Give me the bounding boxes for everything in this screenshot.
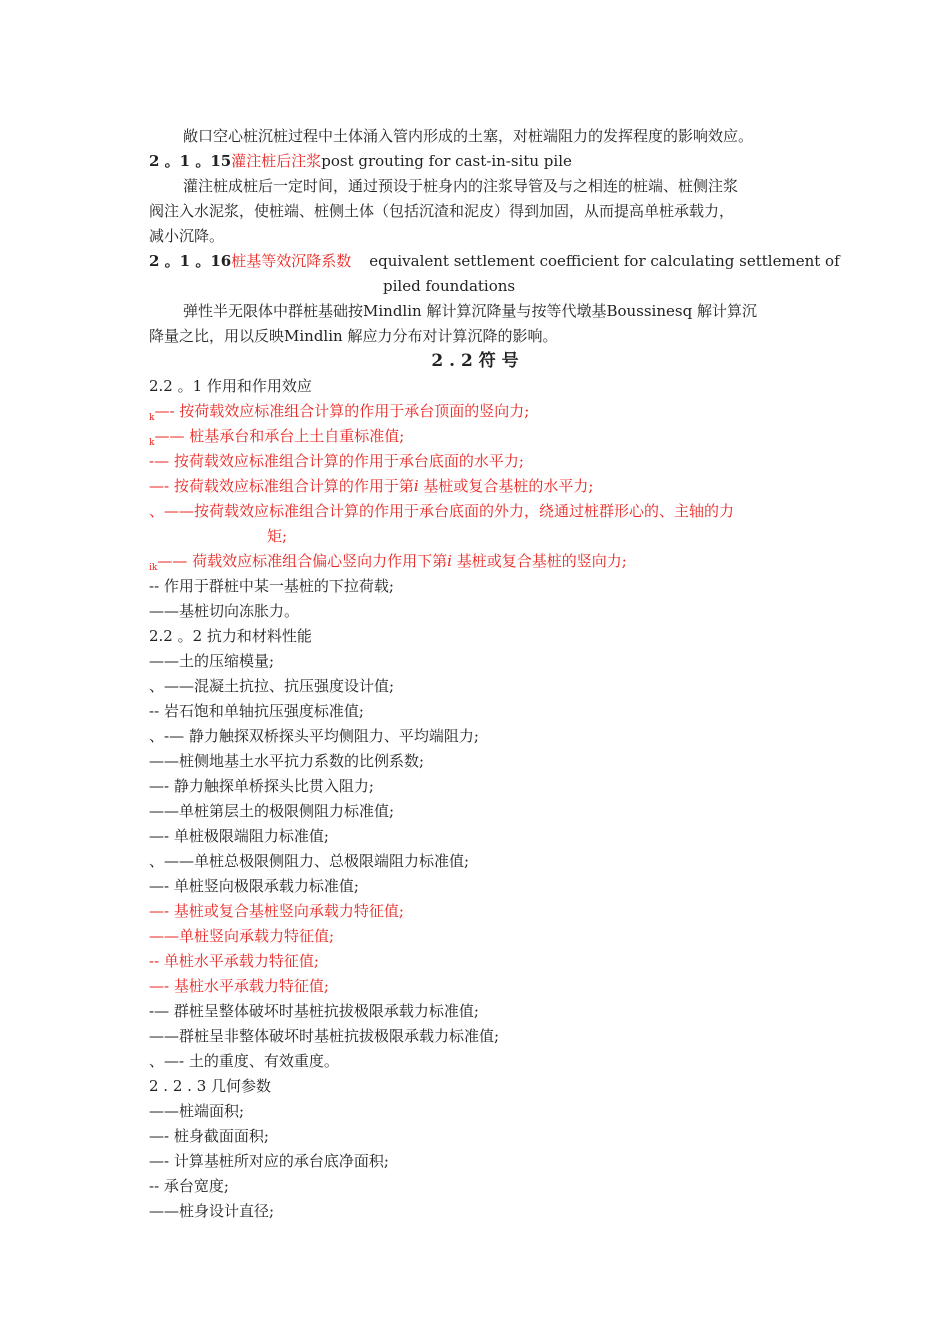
symbol-item: -- 承台宽度; — [149, 1177, 229, 1195]
symbol-item: —- 计算基桩所对应的承台底净面积; — [149, 1152, 389, 1170]
symbol-item: —- 单桩极限端阻力标准值; — [149, 827, 329, 845]
term-chinese: 灌注桩后注浆 — [231, 152, 322, 170]
symbol-item: —- 静力触探单桥探头比贯入阻力; — [149, 777, 374, 795]
paragraph-line: 灌注桩成桩后一定时间，通过预设于桩身内的注浆导管及与之相连的桩端、桩侧注浆 — [183, 177, 739, 195]
term-english-cont: piled foundations — [383, 277, 516, 295]
symbol-item: —- 基桩或复合基桩竖向承载力特征值; — [149, 902, 404, 920]
paragraph-line: 降量之比，用以反映Mindlin 解应力分布对计算沉降的影响。 — [149, 327, 558, 345]
symbol-item: —- 桩身截面面积; — [149, 1127, 269, 1145]
symbol-item-cont: 矩; — [267, 527, 288, 545]
symbol-item: —- 单桩竖向极限承载力标准值; — [149, 877, 359, 895]
symbol-item: $_k$—- 按荷载效应标准组合计算的作用于承台顶面的竖向力; — [149, 402, 530, 423]
symbol-item: -— 按荷载效应标准组合计算的作用于承台底面的水平力; — [149, 452, 524, 470]
term-chinese: 桩基等效沉降系数 — [231, 252, 352, 270]
symbol-item: -- 岩石饱和单轴抗压强度标准值; — [149, 702, 364, 720]
symbol-item: $_k$—— 桩基承台和承台上土自重标准值; — [149, 427, 405, 448]
symbol-item: ——桩身设计直径; — [149, 1202, 275, 1220]
term-english: post grouting for cast-in-situ pile — [321, 152, 572, 170]
symbol-item: 、-— 静力触探双桥探头平均侧阻力、平均端阻力; — [149, 727, 479, 745]
symbol-item: ——桩端面积; — [149, 1102, 245, 1120]
clause-number: 2 。1 。15 — [149, 152, 232, 170]
symbol-item: -- 作用于群桩中某一基桩的下拉荷载; — [149, 577, 394, 595]
section-title: 2 . 2 符 号 — [431, 351, 519, 371]
symbol-item: 、—- 土的重度、有效重度。 — [149, 1052, 339, 1070]
symbol-item: ——单桩竖向承载力特征值; — [149, 927, 335, 945]
symbol-item: —- 按荷载效应标准组合计算的作用于第i 基桩或复合基桩的水平力; — [149, 477, 594, 495]
symbol-item: ——基桩切向冻胀力。 — [149, 602, 300, 620]
symbol-item: 、——按荷载效应标准组合计算的作用于承台底面的外力，绕通过桩群形心的、主轴的力 — [149, 502, 735, 520]
clause-number: 2 。1 。16 — [149, 252, 232, 270]
subsection-heading: 2.2 。1 作用和作用效应 — [149, 377, 312, 395]
paragraph-line: 弹性半无限体中群桩基础按Mindlin 解计算沉降量与按等代墩基Boussinesq 解计算沉 — [183, 302, 757, 320]
symbol-item: ——单桩第层土的极限侧阻力标准值; — [149, 802, 395, 820]
clause-2-1-15-heading — [149, 151, 572, 171]
symbol-item: -— 群桩呈整体破坏时基桩抗拔极限承载力标准值; — [149, 1002, 479, 1020]
symbol-item: —- 基桩水平承载力特征值; — [149, 977, 329, 995]
symbol-item: 、——单桩总极限侧阻力、总极限端阻力标准值; — [149, 852, 470, 870]
symbol-item: $_{ik}$—— 荷载效应标准组合偏心竖向力作用下第i 基桩或复合基桩的竖向力; — [149, 552, 627, 573]
symbol-item: 、——混凝土抗拉、抗压强度设计值; — [149, 677, 395, 695]
symbol-item: ——土的压缩模量; — [149, 652, 275, 670]
symbol-item: ——群桩呈非整体破坏时基桩抗拔极限承载力标准值; — [149, 1027, 500, 1045]
subsection-heading: 2 . 2 . 3 几何参数 — [149, 1077, 272, 1095]
symbol-item: ——桩侧地基土水平抗力系数的比例系数; — [149, 752, 425, 770]
term-english: equivalent settlement coefficient for calculating settlement of — [369, 252, 840, 270]
paragraph-line: 敞口空心桩沉桩过程中土体涌入管内形成的土塞，对桩端阻力的发挥程度的影响效应。 — [183, 127, 754, 145]
subsection-heading: 2.2 。2 抗力和材料性能 — [149, 627, 312, 645]
clause-2-1-16-heading — [149, 251, 840, 271]
symbol-item: -- 单桩水平承载力特征值; — [149, 952, 319, 970]
paragraph-line: 阀注入水泥浆，使桩端、桩侧土体（包括沉渣和泥皮）得到加固，从而提高单桩承载力， — [149, 202, 735, 220]
paragraph-line: 减小沉降。 — [149, 227, 225, 245]
